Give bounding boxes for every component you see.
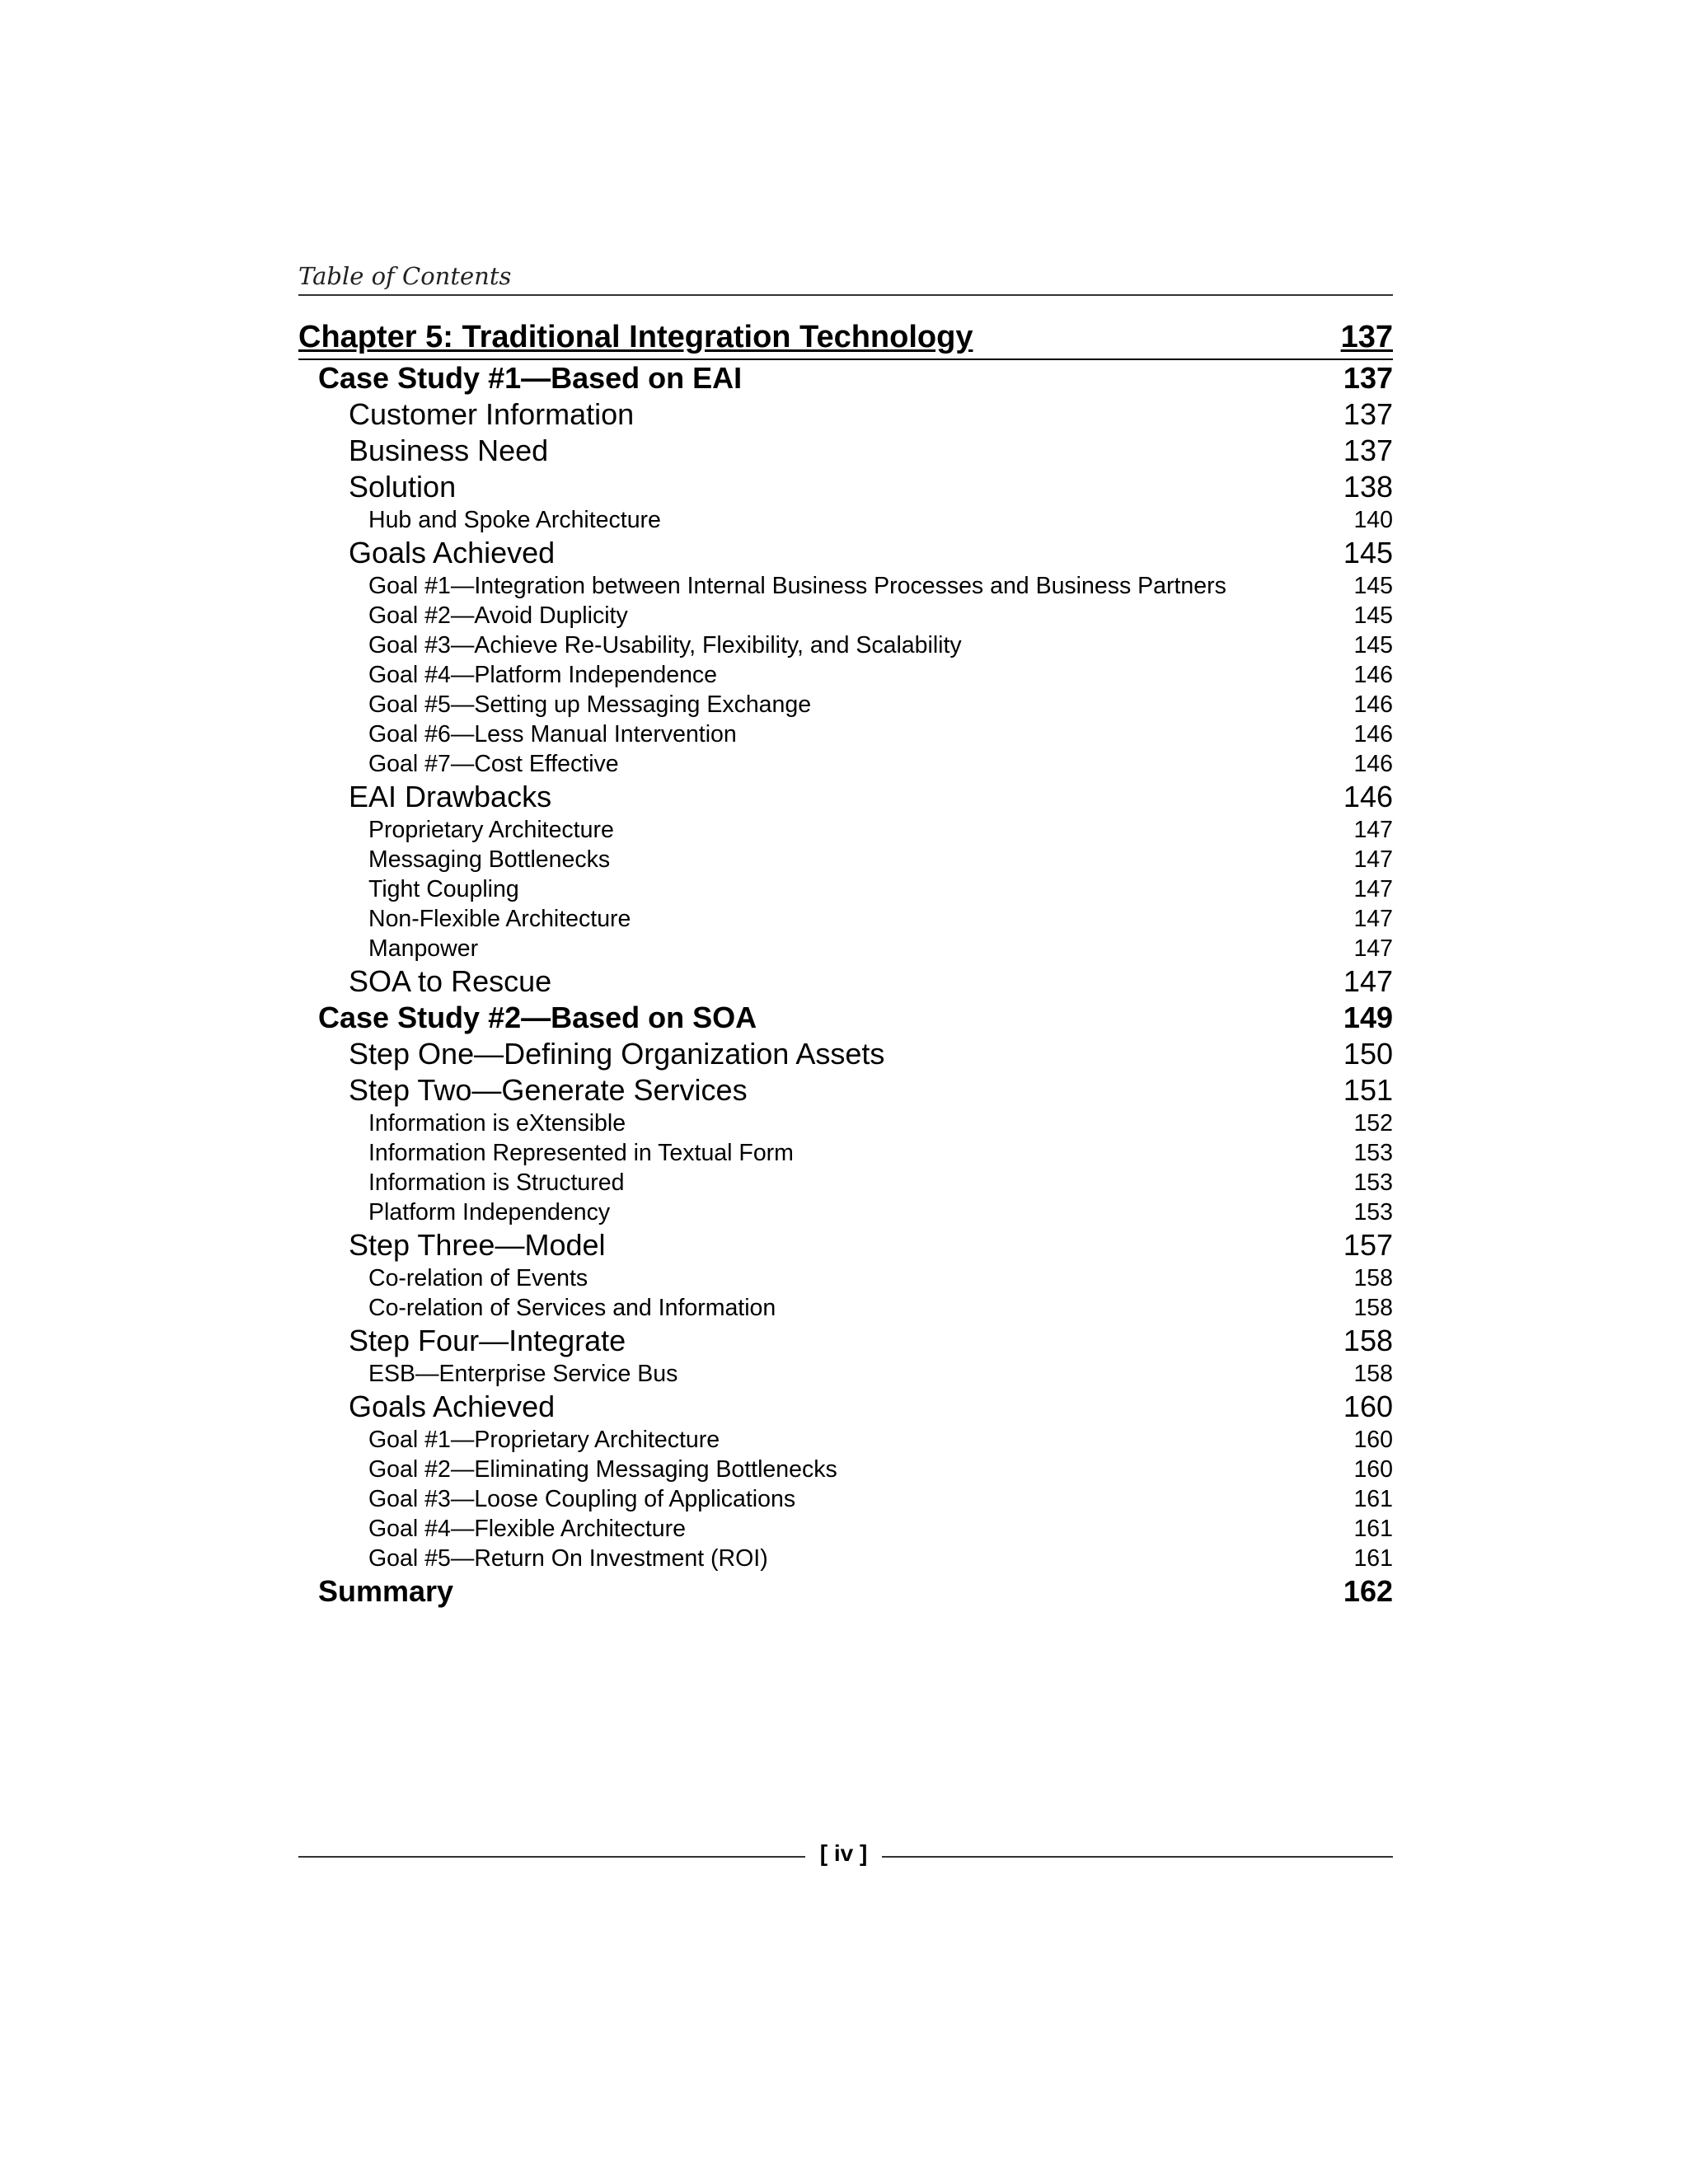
- toc-entry-level-3[interactable]: [298, 630, 1393, 660]
- toc-entry-level-2[interactable]: [298, 1072, 1393, 1108]
- toc-entry-page-number: 137: [1343, 397, 1393, 431]
- toc-entry-page-number: 162: [1343, 1574, 1393, 1608]
- toc-entry-level-2[interactable]: [298, 535, 1393, 571]
- toc-entry-page-number: 145: [1353, 573, 1393, 599]
- toc-entry-title: ESB—Enterprise Service Bus: [368, 1361, 678, 1387]
- toc-entry-title: Information is eXtensible: [368, 1110, 626, 1137]
- toc-entry-level-3[interactable]: [298, 845, 1393, 874]
- chapter-title: Chapter 5: Traditional Integration Technology: [298, 320, 973, 354]
- toc-entry-page-number: 137: [1343, 434, 1393, 467]
- toc-entry-page-number: 161: [1353, 1486, 1393, 1512]
- toc-entry-title: Goal #6—Less Manual Intervention: [368, 721, 737, 748]
- toc-entry-level-3[interactable]: [298, 874, 1393, 904]
- toc-entry-level-3[interactable]: [298, 1455, 1393, 1484]
- footer-rule-right: [882, 1856, 1393, 1858]
- toc-entry-page-number: 145: [1343, 536, 1393, 569]
- toc-entry-title: Goal #1—Proprietary Architecture: [368, 1427, 720, 1453]
- header-rule: [298, 294, 1393, 296]
- toc-entry-page-number: 157: [1343, 1228, 1393, 1262]
- toc-entry-level-2[interactable]: [298, 779, 1393, 815]
- toc-entry-level-2[interactable]: [298, 396, 1393, 433]
- toc-entry-level-3[interactable]: [298, 1263, 1393, 1293]
- toc-entry-title: Goal #7—Cost Effective: [368, 751, 619, 777]
- toc-entry-level-3[interactable]: [298, 1359, 1393, 1389]
- toc-entry-level-3[interactable]: [298, 1138, 1393, 1168]
- toc-entry-page-number: 152: [1353, 1110, 1393, 1137]
- toc-entry-page-number: 145: [1353, 632, 1393, 658]
- toc-entry-level-3[interactable]: [298, 904, 1393, 934]
- toc-entry-level-1[interactable]: [298, 1573, 1393, 1610]
- toc-entry-title: Platform Independency: [368, 1199, 611, 1226]
- toc-entry-page-number: 153: [1353, 1169, 1393, 1196]
- toc-entry-title: Hub and Spoke Architecture: [368, 507, 661, 533]
- toc-entry-page-number: 158: [1353, 1265, 1393, 1291]
- toc-entry-page-number: 147: [1353, 846, 1393, 873]
- toc-entry-title: Co-relation of Services and Information: [368, 1295, 776, 1321]
- toc-entry-title: Non-Flexible Architecture: [368, 906, 631, 932]
- toc-entry-title: SOA to Rescue: [349, 964, 552, 998]
- toc-entry-level-3[interactable]: [298, 1293, 1393, 1323]
- toc-entry-page-number: 151: [1343, 1073, 1393, 1107]
- toc-entry-title: Step Four—Integrate: [349, 1324, 626, 1357]
- toc-entry-title: Goal #4—Platform Independence: [368, 662, 718, 688]
- toc-entry-page-number: 146: [1353, 751, 1393, 777]
- toc-entry-level-3[interactable]: [298, 1484, 1393, 1514]
- toc-entry-page-number: 140: [1353, 507, 1393, 533]
- toc-entry-level-3[interactable]: [298, 1514, 1393, 1544]
- toc-entry-level-2[interactable]: [298, 1389, 1393, 1425]
- toc-entry-title: Business Need: [349, 434, 549, 467]
- toc-entry-title: Case Study #2—Based on SOA: [318, 1001, 757, 1034]
- toc-entry-page-number: 158: [1343, 1324, 1393, 1357]
- toc-entry-level-2[interactable]: [298, 1036, 1393, 1072]
- toc-entry-page-number: 146: [1353, 691, 1393, 718]
- toc-entry-title: Goal #5—Setting up Messaging Exchange: [368, 691, 812, 718]
- toc-entry-level-1[interactable]: [298, 360, 1393, 396]
- toc-entry-page-number: 146: [1353, 662, 1393, 688]
- toc-entry-page-number: 160: [1353, 1456, 1393, 1483]
- toc-entry-title: Step Two—Generate Services: [349, 1073, 748, 1107]
- toc-entry-level-2[interactable]: [298, 1323, 1393, 1359]
- toc-entry-title: Information Represented in Textual Form: [368, 1140, 794, 1166]
- toc-entry-page-number: 147: [1353, 876, 1393, 902]
- toc-entry-level-3[interactable]: [298, 505, 1393, 535]
- toc-entry-page-number: 158: [1353, 1295, 1393, 1321]
- toc-entry-level-1[interactable]: [298, 1000, 1393, 1036]
- toc-entry-page-number: 145: [1353, 602, 1393, 629]
- toc-entry-level-2[interactable]: [298, 1227, 1393, 1263]
- toc-entry-page-number: 146: [1353, 721, 1393, 748]
- chapter-page-number: 137: [1340, 320, 1393, 354]
- toc-entry-title: Messaging Bottlenecks: [368, 846, 611, 873]
- toc-entry-page-number: 153: [1353, 1140, 1393, 1166]
- toc-entry-page-number: 147: [1353, 817, 1393, 843]
- toc-entry-level-3[interactable]: [298, 749, 1393, 779]
- toc-entry-page-number: 149: [1343, 1001, 1393, 1034]
- toc-entry-level-2[interactable]: [298, 963, 1393, 1000]
- toc-entry-title: EAI Drawbacks: [349, 780, 552, 813]
- toc-entry-title: Solution: [349, 470, 457, 504]
- toc-entry-title: Goal #1—Integration between Internal Business Processes and Business Partners: [368, 573, 1226, 599]
- toc-entry-title: Case Study #1—Based on EAI: [318, 361, 743, 395]
- toc-entry-level-3[interactable]: [298, 571, 1393, 601]
- toc-entry-page-number: 138: [1343, 470, 1393, 504]
- toc-entry-title: Tight Coupling: [368, 876, 519, 902]
- toc-entry-level-3[interactable]: [298, 1544, 1393, 1573]
- toc-entry-level-3[interactable]: [298, 934, 1393, 963]
- toc-entry-title: Goals Achieved: [349, 1390, 556, 1423]
- table-of-contents: [298, 316, 1393, 1610]
- toc-entry-page-number: 161: [1353, 1516, 1393, 1542]
- toc-entry-page-number: 160: [1343, 1390, 1393, 1423]
- toc-entry-page-number: 150: [1343, 1037, 1393, 1071]
- footer-rule-left: [298, 1856, 805, 1858]
- toc-entry-title: Step One—Defining Organization Assets: [349, 1037, 885, 1071]
- toc-entry-title: Goal #2—Avoid Duplicity: [368, 602, 628, 629]
- toc-entry-page-number: 161: [1353, 1545, 1393, 1572]
- toc-entry-title: Summary: [318, 1574, 454, 1608]
- toc-entry-level-3[interactable]: [298, 690, 1393, 719]
- toc-entry-level-3[interactable]: [298, 660, 1393, 690]
- toc-entry-title: Goals Achieved: [349, 536, 556, 569]
- toc-entry-title: Goal #3—Loose Coupling of Applications: [368, 1486, 796, 1512]
- toc-entry-level-2[interactable]: [298, 433, 1393, 469]
- toc-entry-title: Goal #4—Flexible Architecture: [368, 1516, 686, 1542]
- toc-entry-level-3[interactable]: [298, 1108, 1393, 1138]
- running-header: Table of Contents: [298, 262, 512, 290]
- toc-entry-page-number: 158: [1353, 1361, 1393, 1387]
- toc-entry-level-3[interactable]: [298, 1168, 1393, 1197]
- toc-entry-level-2[interactable]: [298, 469, 1393, 505]
- toc-entry-title: Goal #5—Return On Investment (ROI): [368, 1545, 768, 1572]
- footer-page-number: [ iv ]: [819, 1840, 868, 1866]
- toc-entry-page-number: 153: [1353, 1199, 1393, 1226]
- toc-entry-level-3[interactable]: [298, 601, 1393, 630]
- toc-entry-title: Goal #2—Eliminating Messaging Bottlenecks: [368, 1456, 837, 1483]
- toc-entry-title: Customer Information: [349, 397, 635, 431]
- toc-entry-level-3[interactable]: [298, 719, 1393, 749]
- toc-entry-page-number: 147: [1353, 906, 1393, 932]
- toc-entry-title: Step Three—Model: [349, 1228, 606, 1262]
- toc-entry-page-number: 147: [1343, 964, 1393, 998]
- toc-entry-title: Goal #3—Achieve Re-Usability, Flexibility, and Scalability: [368, 632, 962, 658]
- toc-entry-page-number: 146: [1343, 780, 1393, 813]
- toc-entry-level-3[interactable]: [298, 1197, 1393, 1227]
- toc-entry-title: Proprietary Architecture: [368, 817, 614, 843]
- toc-entry-title: Information is Structured: [368, 1169, 625, 1196]
- toc-entry-title: Manpower: [368, 935, 479, 962]
- chapter-entry[interactable]: [298, 316, 1393, 360]
- toc-entry-page-number: 147: [1353, 935, 1393, 962]
- toc-entry-level-3[interactable]: [298, 815, 1393, 845]
- toc-entry-page-number: 160: [1353, 1427, 1393, 1453]
- toc-entry-page-number: 137: [1343, 361, 1393, 395]
- toc-entry-title: Co-relation of Events: [368, 1265, 588, 1291]
- toc-entry-level-3[interactable]: [298, 1425, 1393, 1455]
